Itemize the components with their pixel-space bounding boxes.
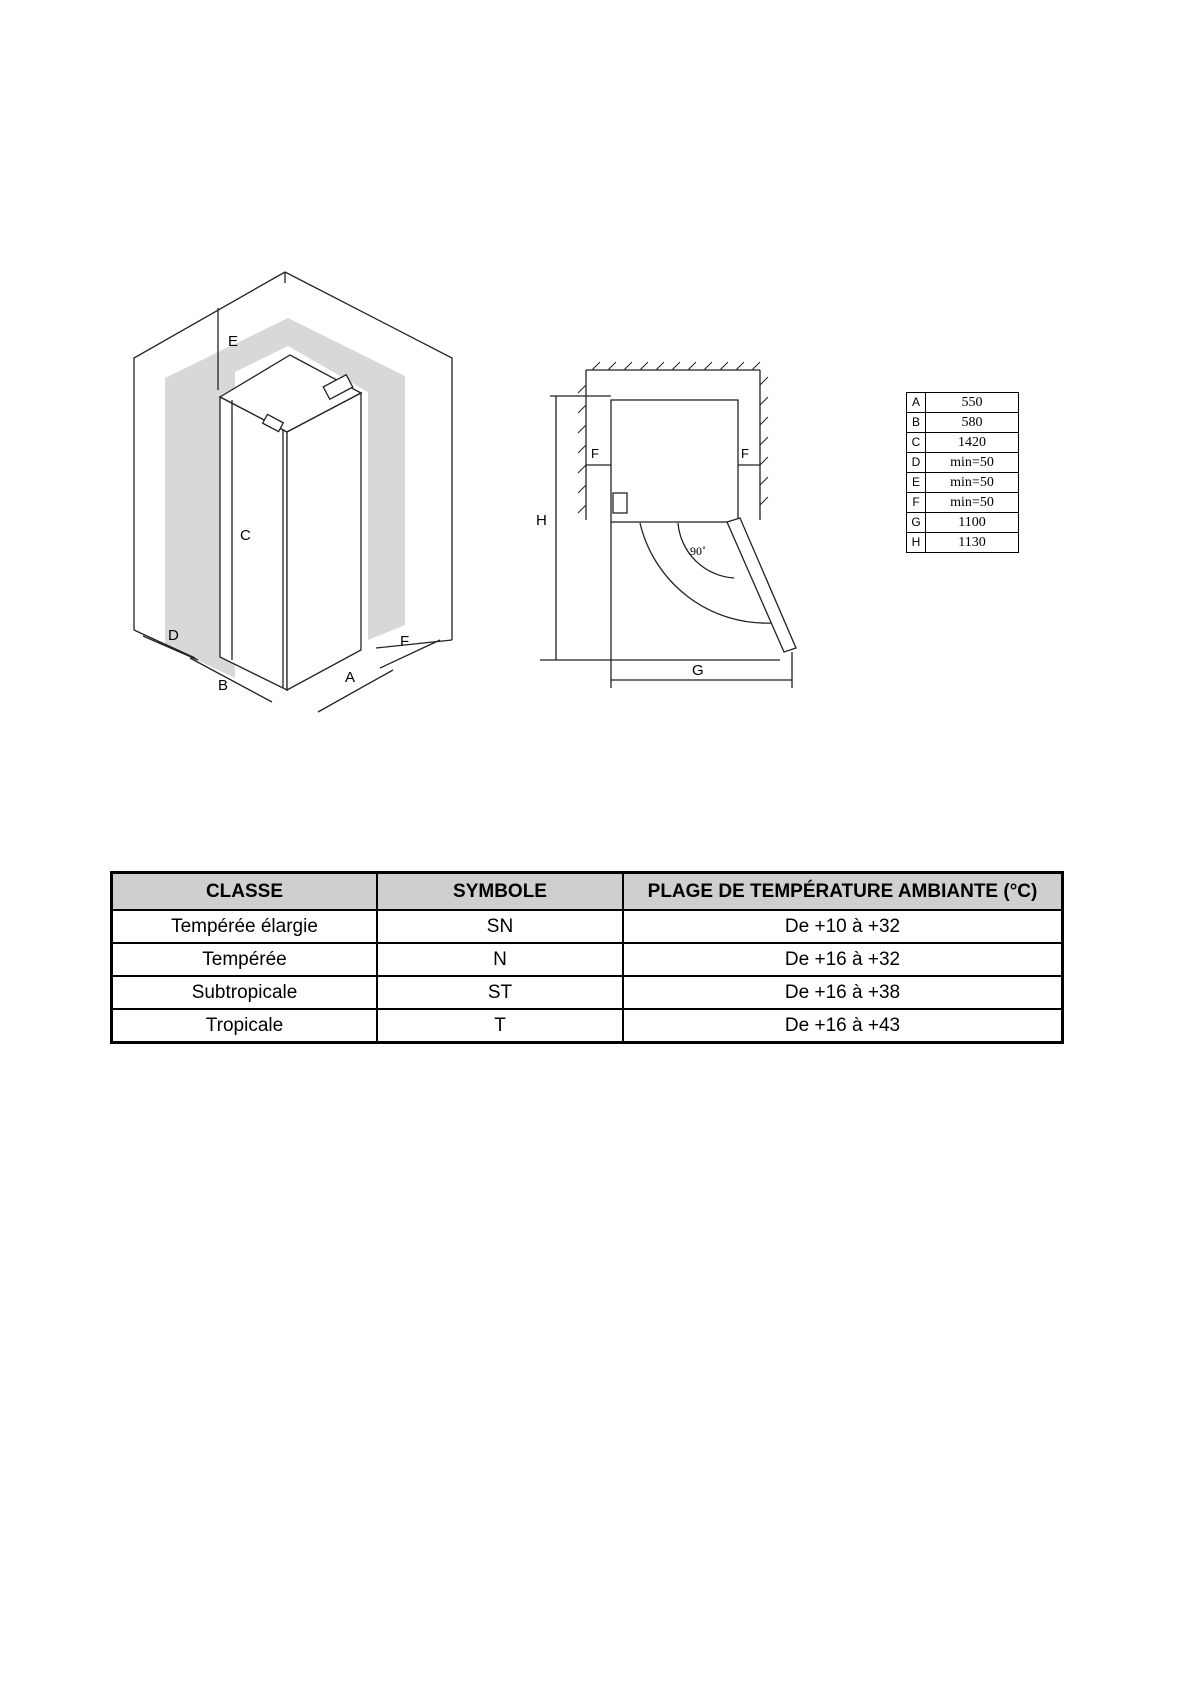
- cell-symbole: N: [377, 943, 623, 976]
- hatch-mark: [760, 457, 768, 465]
- angle-arc: [678, 523, 734, 578]
- hatch-mark: [578, 485, 586, 493]
- open-door: [727, 518, 796, 652]
- dimension-value: 550: [926, 393, 1019, 413]
- hatch-mark: [578, 505, 586, 513]
- cell-plage: De +16 à +32: [623, 943, 1063, 976]
- climate-class-table: [110, 871, 1064, 1044]
- dimension-value: min=50: [926, 473, 1019, 493]
- label-b: B: [218, 677, 229, 694]
- table-row: [907, 393, 1019, 413]
- cell-symbole: SN: [377, 910, 623, 943]
- dimension-key: G: [907, 513, 926, 533]
- table-row: [907, 493, 1019, 513]
- dimension-key: B: [907, 413, 926, 433]
- dimension-key: E: [907, 473, 926, 493]
- table-row: [907, 433, 1019, 453]
- floor-right: [376, 640, 452, 648]
- hatch-mark: [760, 377, 768, 385]
- table-row: [907, 453, 1019, 473]
- cell-classe: Subtropicale: [112, 976, 378, 1009]
- cell-plage: De +16 à +38: [623, 976, 1063, 1009]
- table-row: [907, 513, 1019, 533]
- hatch-mark: [720, 362, 728, 370]
- hatch-mark: [760, 397, 768, 405]
- dimensions-table: [906, 392, 1019, 553]
- hatch-mark: [672, 362, 680, 370]
- hatch-mark: [656, 362, 664, 370]
- fridge-body: [611, 400, 738, 522]
- dimension-value: min=50: [926, 493, 1019, 513]
- hatch-mark: [760, 497, 768, 505]
- table-header-row: [112, 873, 1063, 911]
- dimension-value: 1420: [926, 433, 1019, 453]
- label-g: G: [692, 662, 704, 679]
- dimension-key: F: [907, 493, 926, 513]
- dimension-value: 1100: [926, 513, 1019, 533]
- hatch-mark: [760, 437, 768, 445]
- dimension-value: min=50: [926, 453, 1019, 473]
- hatch-mark: [592, 362, 600, 370]
- cell-plage: De +10 à +32: [623, 910, 1063, 943]
- cell-classe: Tempérée élargie: [112, 910, 378, 943]
- fridge-front: [220, 397, 287, 690]
- table-row: [907, 413, 1019, 433]
- hatch-mark: [578, 405, 586, 413]
- cell-symbole: ST: [377, 976, 623, 1009]
- cell-classe: Tropicale: [112, 1009, 378, 1043]
- hatch-mark: [624, 362, 632, 370]
- dimension-value: 580: [926, 413, 1019, 433]
- hatch-mark: [608, 362, 616, 370]
- fridge-side: [287, 393, 361, 690]
- label-c: C: [240, 527, 251, 544]
- hatch-mark: [760, 477, 768, 485]
- table-row: [112, 943, 1063, 976]
- top-view-door-opening: [540, 370, 796, 688]
- hatch-mark: [736, 362, 744, 370]
- hatch-mark: [704, 362, 712, 370]
- cell-classe: Tempérée: [112, 943, 378, 976]
- label-f-right: F: [741, 446, 749, 461]
- hatch-mark: [578, 385, 586, 393]
- header-classe: CLASSE: [112, 873, 378, 911]
- label-angle: 90˚: [690, 544, 706, 558]
- table-row: [112, 1009, 1063, 1043]
- cell-symbole: T: [377, 1009, 623, 1043]
- hatch-mark: [640, 362, 648, 370]
- table-row: [112, 910, 1063, 943]
- label-f: F: [400, 633, 410, 650]
- hatch-mark: [752, 362, 760, 370]
- label-f-left: F: [591, 446, 599, 461]
- header-symbole: SYMBOLE: [377, 873, 623, 911]
- dimension-key: C: [907, 433, 926, 453]
- hatch-mark: [578, 425, 586, 433]
- dimension-value: 1130: [926, 533, 1019, 553]
- table-row: [112, 976, 1063, 1009]
- cell-plage: De +16 à +43: [623, 1009, 1063, 1043]
- label-e: E: [228, 333, 239, 350]
- hatch-mark: [578, 465, 586, 473]
- dim-a-line: [318, 670, 393, 712]
- header-plage: PLAGE DE TEMPÉRATURE AMBIANTE (°C): [623, 873, 1063, 911]
- label-h: H: [536, 512, 547, 529]
- hatch-mark: [578, 445, 586, 453]
- table-row: [907, 533, 1019, 553]
- dimension-key: H: [907, 533, 926, 553]
- dimension-key: D: [907, 453, 926, 473]
- label-d: D: [168, 627, 179, 644]
- label-a: A: [345, 669, 356, 686]
- dimension-key: A: [907, 393, 926, 413]
- hatch-mark: [688, 362, 696, 370]
- hatch-mark: [760, 417, 768, 425]
- table-row: [907, 473, 1019, 493]
